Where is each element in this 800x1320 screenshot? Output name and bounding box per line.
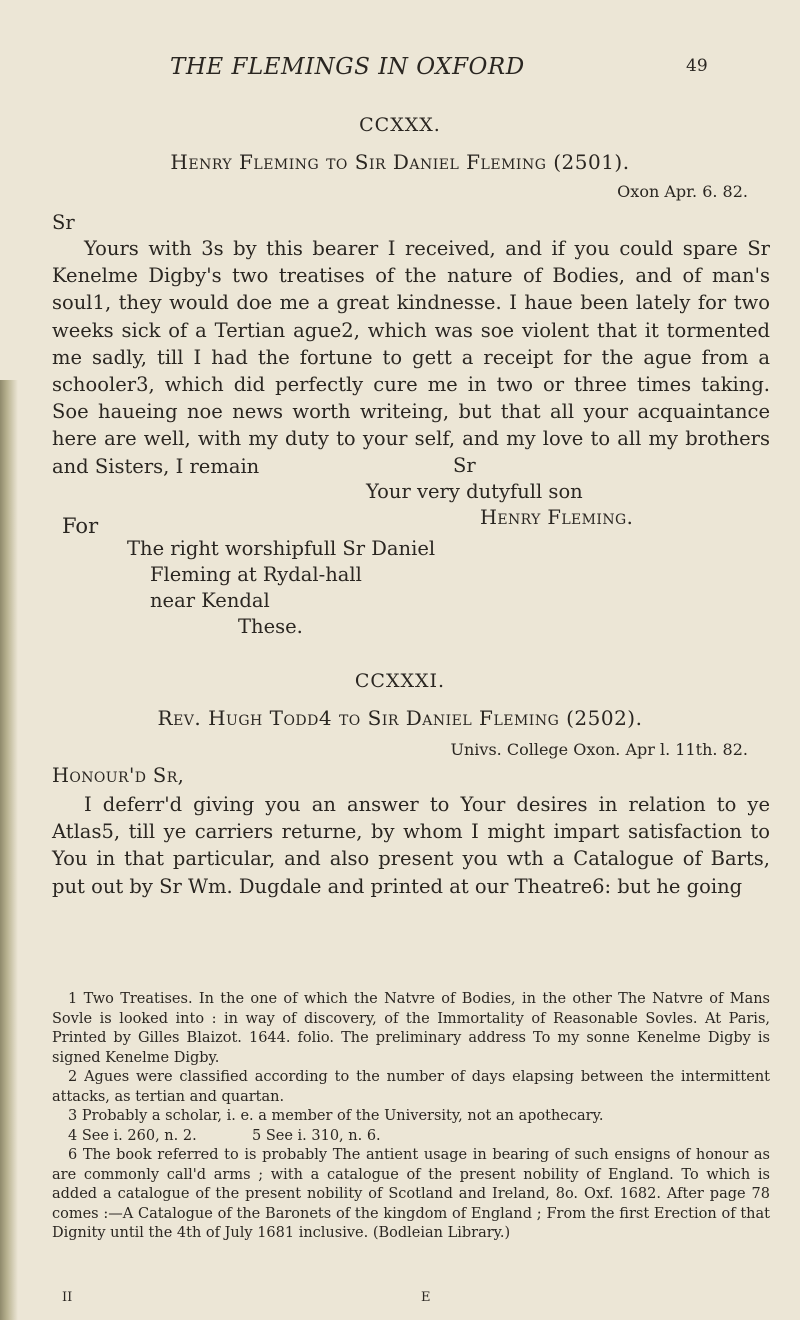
footnotes: [52, 990, 770, 1244]
footnote: 3 Probably a scholar, i. e. a member of the University, not an apothecary.: [68, 1108, 604, 1124]
footnote: 4 See i. 260, n. 2. 5 See i. 310, n. 6.: [68, 1127, 381, 1144]
letter-dateline: Univs. College Oxon. Apr l. 11th. 82.: [450, 740, 748, 759]
closing-salutation: Sr: [453, 454, 476, 477]
footnote: 6 The book referred to is probably The antient usage in bearing of such ensigns of honour as are commonly call'd arms ; with a catalogue of the present nobility of England. To which is added a catalogue of the present nobility of Scotland and Ireland, 8o. Oxf. 1682. After page 78 comes :—A Catalogue of the Baronets of the kingdom of England ; From the first Erection of that Dignity until the 4th of July 1681 inclusive. (Bodleian Library.): [52, 1147, 770, 1241]
running-head: [0, 54, 800, 84]
running-title: THE FLEMINGS IN OXFORD: [170, 54, 525, 80]
page-shadow: [0, 380, 18, 1320]
closing-phrase: Your very dutyfull son: [366, 480, 583, 503]
address-line: The right worshipfull Sr Daniel: [127, 537, 436, 560]
letter-body: Yours with 3s by this bearer I received, and if you could spare Sr Kenelme Digby's two treatises of the nature of Bodies, and of man's soul1, they would doe me a great kindnesse. I haue been lately for two weeks sick of a Tertian ague2, which was soe violent that it tormented me sadly, till I had the fortune to gett a receipt for the ague from a schooler3, which did perfectly cure me in two or three times taking. Soe haueing noe news worth writeing, but that all your acquaintance here are well, with my duty to your self, and my love to all my brothers and Sisters, I remain: [52, 237, 770, 478]
gathering-signature: E: [421, 1290, 431, 1305]
letter-number: CCXXXI.: [354, 670, 446, 692]
letter-heading: Rev. Hugh Todd4 to Sir Daniel Fleming (2502).: [157, 706, 643, 730]
address-line: near Kendal: [150, 589, 270, 612]
letter-salutation: Sr: [52, 211, 75, 234]
address-line: Fleming at Rydal-hall: [150, 563, 362, 586]
footnote: 1 Two Treatises. In the one of which the Natvre of Bodies, in the other The Natvre of Mans Sovle is looked into : in way of discovery, of the Immortality of Reasonable Sovles. At Paris, Printed by Gilles Blaizot. 1644. folio. The preliminary address To my sonne Kenelme Digby is signed Kenelme Digby.: [52, 991, 770, 1066]
footnote: 2 Agues were classified according to the number of days elapsing between the intermittent attacks, as tertian and quartan.: [52, 1069, 770, 1105]
letter-dateline: Oxon Apr. 6. 82.: [617, 182, 748, 201]
letter-heading: Henry Fleming to Sir Daniel Fleming (2501).: [170, 150, 630, 174]
letter-number: CCXXX.: [359, 114, 441, 136]
letter-body: I deferr'd giving you an answer to Your desires in relation to ye Atlas5, till ye carriers returne, by whom I might impart satisfaction to You in that particular, and also present you wth a Catalogue of Barts, put out by Sr Wm. Dugdale and printed at our Theatre6: but he going: [52, 793, 770, 898]
page-number: 49: [686, 56, 708, 76]
signature: Henry Fleming.: [480, 506, 634, 529]
address-line: These.: [238, 615, 303, 638]
letter-salutation: Honour'd Sr,: [52, 764, 185, 787]
address-for: For: [62, 514, 99, 538]
volume-mark: II: [62, 1290, 73, 1305]
